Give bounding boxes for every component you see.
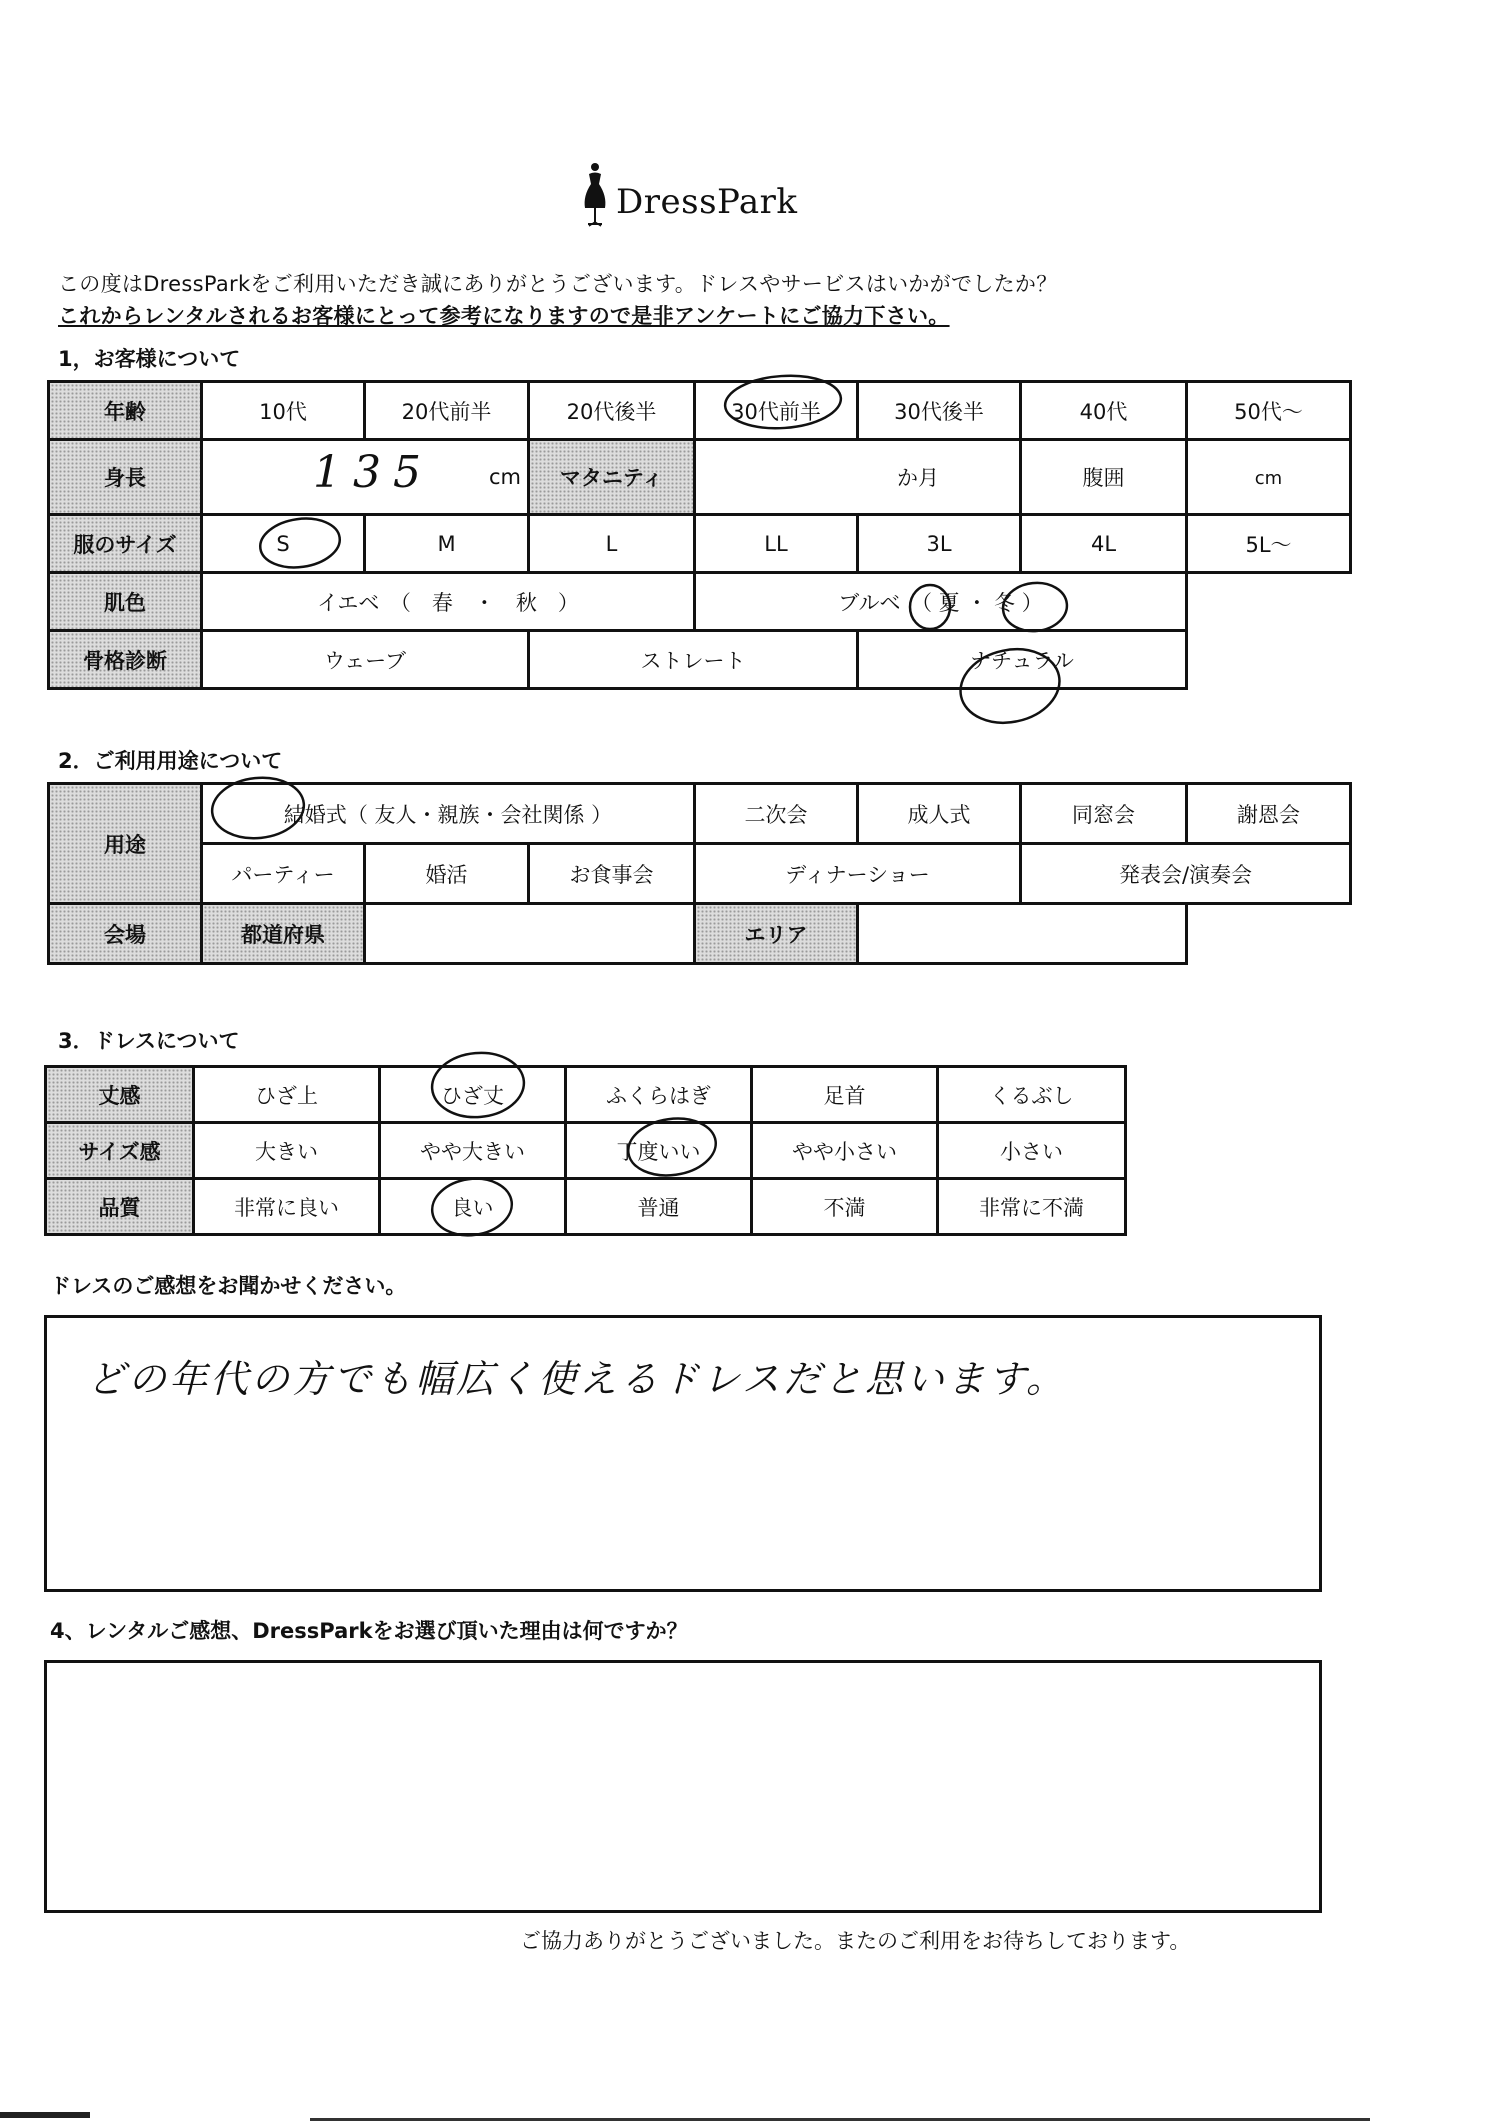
age-option-selected[interactable]: 30代前半 [695, 382, 858, 440]
section4-title: 4、レンタルご感想、DressParkをお選び頂いた理由は何ですか？ [50, 1619, 688, 1643]
brand-logo [580, 162, 820, 232]
months-unit: か月 [897, 466, 939, 490]
empty-cell [1187, 573, 1351, 631]
area-label: エリア [695, 904, 858, 964]
comments-label: ドレスのご感想をお聞かせください。 [50, 1274, 407, 1298]
size-row [49, 515, 1351, 573]
age-option[interactable]: 10代 [202, 382, 365, 440]
intro-text: この度はDressParkをご利用いただき誠にありがとうございます。ドレスやサービスはいかがでしたか？ [58, 272, 1058, 296]
reason-textarea[interactable] [44, 1660, 1322, 1913]
length-row [46, 1067, 1126, 1123]
height-row [49, 440, 1351, 515]
fit-option-selected[interactable]: 丁度いい [566, 1123, 752, 1179]
quality-label: 品質 [46, 1179, 194, 1235]
quality-option[interactable]: 非常に不満 [938, 1179, 1126, 1235]
waist-field[interactable] [1187, 440, 1351, 515]
age-row [49, 382, 1351, 440]
section1-title: 1，お客様について [58, 347, 241, 371]
empty-cell [1187, 904, 1351, 964]
purpose-row-1 [49, 784, 1351, 844]
age-option[interactable]: 20代後半 [529, 382, 695, 440]
skin-blue-winter: 冬 [994, 590, 1016, 615]
frame-option[interactable]: ストレート [529, 631, 858, 689]
purpose-option[interactable]: 発表会/演奏会 [1021, 844, 1351, 904]
area-field[interactable] [858, 904, 1187, 964]
purpose-option[interactable]: 成人式 [858, 784, 1021, 844]
age-option[interactable]: 50代～ [1187, 382, 1351, 440]
skin-blue-summer: 夏 [938, 590, 960, 615]
maternity-months-field[interactable] [695, 440, 1021, 515]
size-label: 服のサイズ [49, 515, 202, 573]
height-unit: cm [488, 465, 521, 489]
purpose-option[interactable]: お食事会 [529, 844, 695, 904]
fit-option[interactable]: やや大きい [380, 1123, 566, 1179]
customer-info-table [47, 380, 1352, 690]
age-label: 年齢 [49, 382, 202, 440]
purpose-option[interactable]: ディナーショー [695, 844, 1021, 904]
length-option[interactable]: くるぶし [938, 1067, 1126, 1123]
length-option-selected[interactable]: ひざ丈 [380, 1067, 566, 1123]
purpose-option[interactable]: 婚活 [365, 844, 529, 904]
brand-name: DressPark [616, 182, 798, 222]
length-option[interactable]: ひざ上 [194, 1067, 380, 1123]
length-option[interactable]: 足首 [752, 1067, 938, 1123]
skin-yellow-option[interactable]: イエベ （ 春 ・ 秋 ） [202, 573, 695, 631]
prefecture-label: 都道府県 [202, 904, 365, 964]
height-value: 135 [313, 447, 433, 498]
intro-request: これからレンタルされるお客様にとって参考になりますので是非アンケートにご協力下さい。 [58, 304, 950, 328]
wedding-label: 結婚式 [283, 802, 347, 827]
waist-unit: cm [1254, 468, 1283, 489]
purpose-option[interactable]: 二次会 [695, 784, 858, 844]
fit-option[interactable]: 小さい [938, 1123, 1126, 1179]
size-option-selected[interactable]: S [202, 515, 365, 573]
purpose-wedding[interactable] [202, 784, 695, 844]
closing-message: ご協力ありがとうございました。またのご利用をお待ちしております。 [520, 1929, 1191, 1953]
frame-option-selected[interactable]: ナチュラル [858, 631, 1187, 689]
section3-title: 3．ドレスについて [58, 1029, 240, 1053]
skin-blue-prefix: ブルベ （ [838, 590, 932, 615]
frame-option[interactable]: ウェーブ [202, 631, 529, 689]
quality-option[interactable]: 普通 [566, 1179, 752, 1235]
fit-option[interactable]: やや小さい [752, 1123, 938, 1179]
skin-label: 肌色 [49, 573, 202, 631]
quality-row [46, 1179, 1126, 1235]
fit-option[interactable]: 大きい [194, 1123, 380, 1179]
wedding-detail: （ 友人・親族・会社関係 ） [346, 802, 613, 827]
comments-value: どの年代の方でも幅広く使えるドレスだと思います。 [87, 1357, 1067, 1401]
quality-option[interactable]: 不満 [752, 1179, 938, 1235]
fit-label: サイズ感 [46, 1123, 194, 1179]
waist-label: 腹囲 [1021, 440, 1187, 515]
fit-row [46, 1123, 1126, 1179]
section2-title: 2．ご利用用途について [58, 749, 283, 773]
quality-option-selected[interactable]: 良い [380, 1179, 566, 1235]
empty-cell [1187, 631, 1351, 689]
quality-option[interactable]: 非常に良い [194, 1179, 380, 1235]
age-option[interactable]: 20代前半 [365, 382, 529, 440]
comments-textarea[interactable] [44, 1315, 1322, 1592]
usage-table [47, 782, 1352, 965]
length-label: 丈感 [46, 1067, 194, 1123]
height-label: 身長 [49, 440, 202, 515]
skin-blue-dot: ・ [966, 590, 988, 615]
size-option[interactable]: 5L～ [1187, 515, 1351, 573]
size-option[interactable]: LL [695, 515, 858, 573]
skin-blue-suffix: ） [1021, 590, 1043, 615]
purpose-option[interactable]: パーティー [202, 844, 365, 904]
frame-label: 骨格診断 [49, 631, 202, 689]
skin-row [49, 573, 1351, 631]
purpose-label: 用途 [49, 784, 202, 904]
size-option[interactable]: M [365, 515, 529, 573]
frame-row [49, 631, 1351, 689]
size-option[interactable]: 4L [1021, 515, 1187, 573]
purpose-row-2 [49, 844, 1351, 904]
prefecture-field[interactable] [365, 904, 695, 964]
dress-form-icon [580, 162, 610, 228]
scan-edge-mark [0, 2112, 90, 2118]
size-option[interactable]: L [529, 515, 695, 573]
height-field[interactable] [202, 440, 529, 515]
scan-edge-line [310, 2118, 1370, 2121]
venue-row [49, 904, 1351, 964]
length-option[interactable]: ふくらはぎ [566, 1067, 752, 1123]
venue-label: 会場 [49, 904, 202, 964]
maternity-label: マタニティ [529, 440, 695, 515]
skin-blue-option[interactable] [695, 573, 1187, 631]
age-option[interactable]: 30代後半 [858, 382, 1021, 440]
dress-table [44, 1065, 1127, 1236]
size-option[interactable]: 3L [858, 515, 1021, 573]
purpose-option[interactable]: 同窓会 [1021, 784, 1187, 844]
purpose-option[interactable]: 謝恩会 [1187, 784, 1351, 844]
age-option[interactable]: 40代 [1021, 382, 1187, 440]
